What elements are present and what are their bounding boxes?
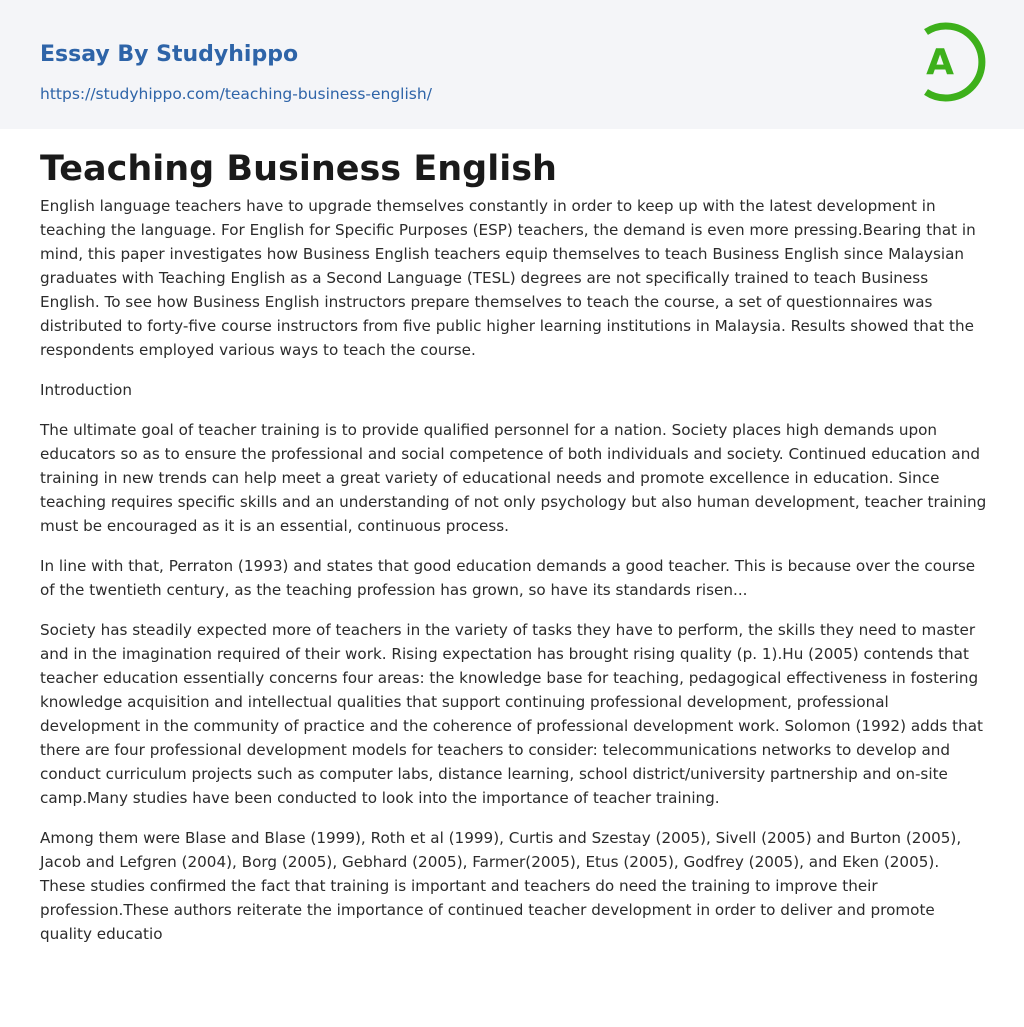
article-paragraph: Society has steadily expected more of teachers in the variety of tasks they have to perform, the skills they need to master and in the imagination required of their work. Rising expectation has brought rising quality (p. 1).Hu (2005) contends that teacher education essentially concerns four areas: the knowledge base for teaching, pedagogical effectiveness in fostering knowledge acquisition and intellectual qualities that support continuing professional development, professional development in the community of practice and the coherence of professional development work. Solomon (1992) adds that there are four professional development models for teachers to consider: telecommunications networks to develop and conduct curriculum projects such as computer labs, distance learning, school district/university partnership and on-site camp.Many studies have been conducted to look into the importance of teacher training. bbox=[40, 621, 984, 807]
source-url-link[interactable]: https://studyhippo.com/teaching-business-english/ bbox=[40, 85, 432, 103]
studyhippo-logo-icon[interactable] bbox=[902, 20, 986, 104]
page-title: Teaching Business English bbox=[40, 149, 557, 189]
article-paragraph: In line with that, Perraton (1993) and states that good education demands a good teacher. This is because over the course of the twentieth century, as the teaching profession has grown, so have its standards risen... bbox=[40, 557, 976, 599]
article-paragraph: Among them were Blase and Blase (1999), Roth et al (1999), Curtis and Szestay (2005), Sivell (2005) and Burton (2005), Jacob and Lefgren (2004), Borg (2005), Gebhard (2005), Farmer(2005), Etus (2005), Godfrey (2005), and Eken (2005). These studies confirmed the fact that training is important and teachers do need the training to improve their profession.These authors reiterate the importance of continued teacher development in order to deliver and promote quality educatio bbox=[40, 829, 962, 943]
article-paragraph: English language teachers have to upgrade themselves constantly in order to keep up with the latest development in teaching the language. For English for Specific Purposes (ESP) teachers, the demand is even more pressing.Bearing that in mind, this paper investigates how Business English teachers equip themselves to teach Business English since Malaysian graduates with Teaching English as a Second Language (TESL) degrees are not specifically trained to teach Business English. To see how Business English instructors prepare themselves to teach the course, a set of questionnaires was distributed to forty-five course instructors from five public higher learning institutions in Malaysia. Results showed that the respondents employed various ways to teach the course. bbox=[40, 197, 976, 359]
article-body bbox=[40, 194, 988, 962]
article-paragraph: Introduction bbox=[40, 381, 132, 399]
brand-title: Essay By Studyhippo bbox=[40, 42, 299, 67]
article-paragraph: The ultimate goal of teacher training is to provide qualified personnel for a nation. Society places high demands upon educators so as to ensure the professional and social competence of both individuals and society. Continued education and training in new trends can help meet a great variety of educational needs and promote excellence in education. Since teaching requires specific skills and an understanding of not only psychology but also human development, teacher training must be encouraged as it is an essential, continuous process. bbox=[40, 421, 987, 535]
logo-letter: A bbox=[926, 42, 954, 83]
